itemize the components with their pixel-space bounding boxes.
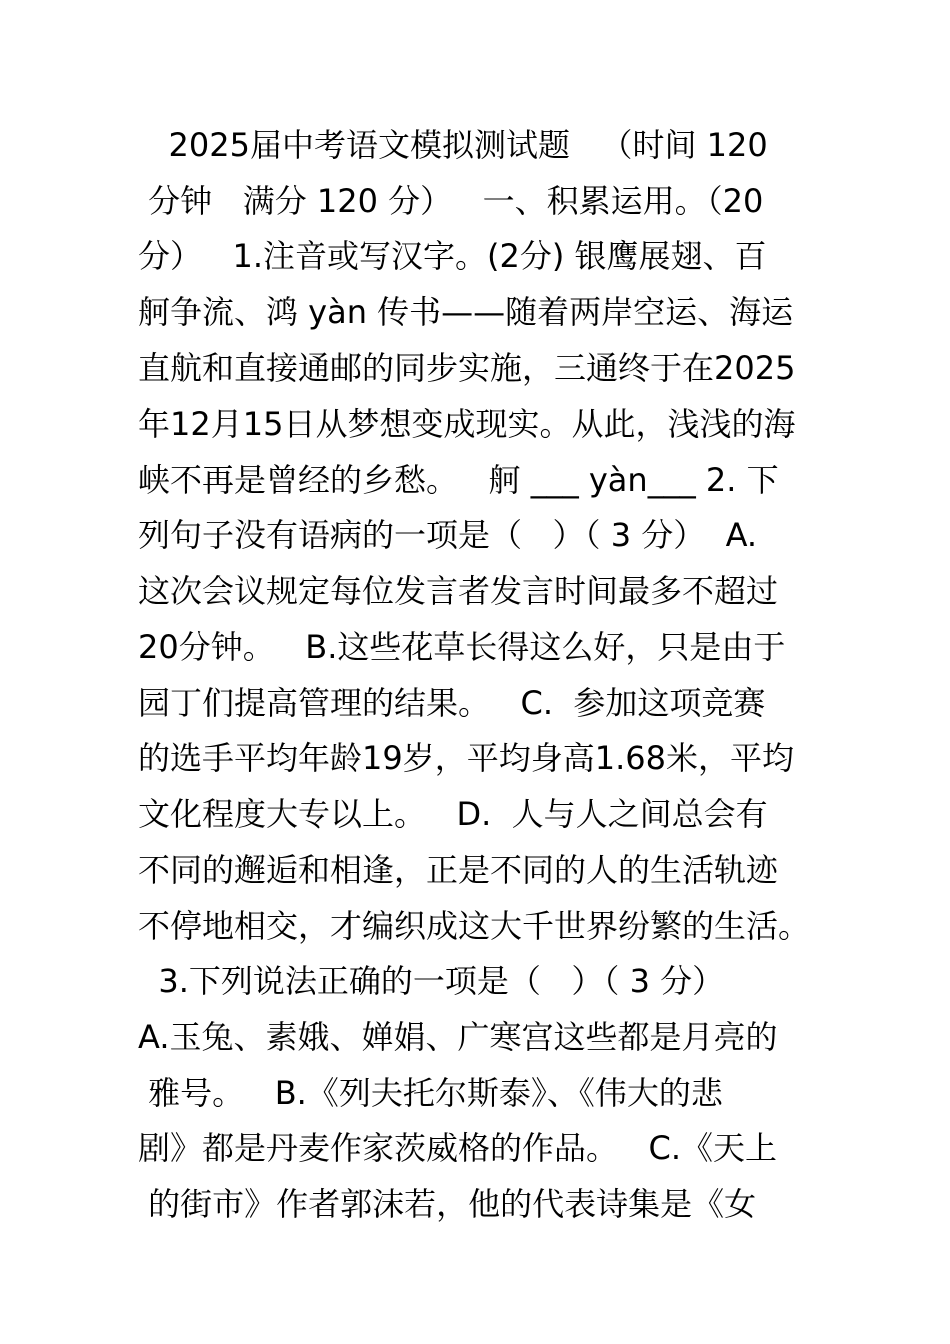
- text-line-18: 雅号。 B.《列夫托尔斯泰》、《伟大的悲: [138, 1074, 723, 1112]
- text-line-2: 分钟 满分 120 分） 一、积累运用。（20: [138, 182, 764, 220]
- text-line-17: A.玉兔、素娥、婵娟、广寒宫这些都是月亮的: [138, 1018, 778, 1056]
- text-line-10: 20分钟。 B.这些花草长得这么好，只是由于: [138, 628, 786, 666]
- text-line-9: 这次会议规定每位发言者发言时间最多不超过: [138, 572, 779, 610]
- text-line-1: 2025届中考语文模拟测试题 （时间 120: [138, 126, 768, 164]
- text-line-8: 列句子没有语病的一项是（ ）（ 3 分） A.: [138, 516, 758, 554]
- text-line-14: 不同的邂逅和相逢，正是不同的人的生活轨迹: [138, 851, 779, 889]
- text-line-20: 的街市》作者郭沫若，他的代表诗集是《女: [138, 1185, 757, 1223]
- text-line-7: 峡不再是曾经的乡愁。 舸 ___ yàn___ 2. 下: [138, 461, 779, 499]
- text-line-13: 文化程度大专以上。 D. 人与人之间总会有: [138, 795, 768, 833]
- text-line-6: 年12月15日从梦想变成现实。从此，浅浅的海: [138, 405, 796, 443]
- text-line-3: 分） 1.注音或写汉字。(2分) 银鹰展翅、百: [138, 237, 767, 275]
- text-line-15: 不停地相交，才编织成这大千世界纷繁的生活。: [138, 907, 811, 945]
- text-line-12: 的选手平均年龄19岁，平均身高1.68米，平均: [138, 739, 794, 777]
- text-line-5: 直航和直接通邮的同步实施，三通终于在2025: [138, 349, 796, 387]
- text-line-11: 园丁们提高管理的结果。 C. 参加这项竞赛: [138, 684, 766, 722]
- text-line-16: 3.下列说法正确的一项是（ ）（ 3 分）: [138, 962, 725, 1000]
- text-line-4: 舸争流、鸿 yàn 传书——随着两岸空运、海运: [138, 293, 794, 331]
- text-line-19: 剧》都是丹麦作家茨威格的作品。 C.《天上: [138, 1129, 778, 1167]
